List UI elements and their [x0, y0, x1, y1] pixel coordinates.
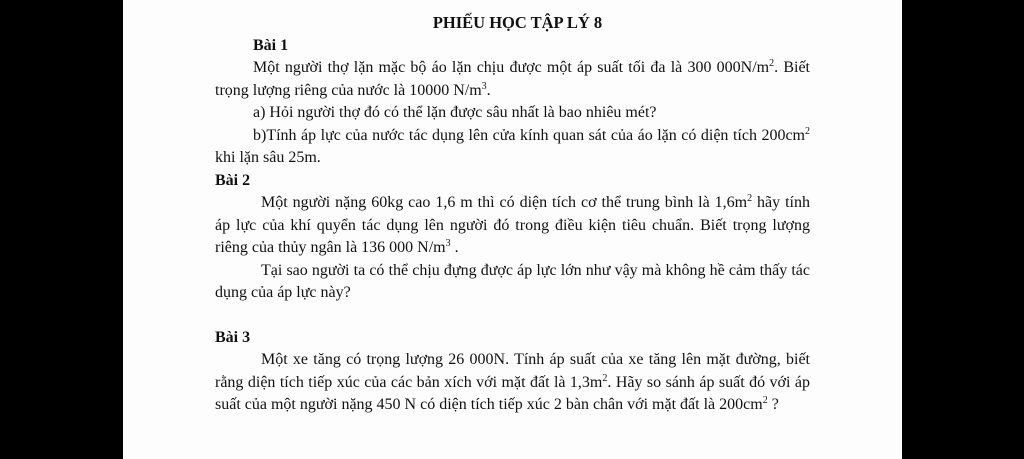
- exercise-3-statement: Một xe tăng có trọng lượng 26 000N. Tính áp suất của xe tăng lên mặt đường, biết rằng diện tích tiếp xúc của các bản xích với mặt đất là $1,3m^2$. Hãy so sánh áp suất đó với áp suất của một người nặng 450 N có diện tích tiếp xúc 2 bàn chân với mặt đất là $200cm^2$ ?: [215, 351, 811, 413]
- exercise-3-heading: Bài 3: [215, 328, 251, 346]
- exercise-2-question: Tại sao người ta có thể chịu đựng được áp lực lớn như vậy mà không hề cảm thấy tác dụng của áp lực này?: [215, 261, 810, 301]
- exercise-1-question-b: b)Tính áp lực của nước tác dụng lên cửa kính quan sát của áo lặn có diện tích $200cm^2$ khi lặn sâu 25m.: [215, 125, 810, 166]
- exercise-1-statement: Một người thợ lặn mặc bộ áo lặn chịu được một áp suất tối đa là 300 $000N/m^2$. Biết trọng lượng riêng của nước là 10000 $N/m^3$.: [215, 58, 810, 99]
- document-page: [123, 0, 902, 459]
- worksheet-body: [215, 12, 810, 417]
- exercise-1-heading: Bài 1: [253, 36, 289, 54]
- worksheet-title: PHIẾU HỌC TẬP LÝ 8: [432, 13, 603, 32]
- exercise-2-heading: Bài 2: [215, 171, 251, 189]
- spacer: [215, 305, 810, 327]
- exercise-1-question-a: a) Hỏi người thợ đó có thể lặn được sâu nhất là bao nhiêu mét?: [253, 104, 657, 121]
- exercise-2-statement: Một người nặng 60kg cao 1,6 m thì có diện tích cơ thể trung bình là $1,6m^2$ hãy tính áp lực của khí quyển tác dụng lên người đó trong điều kiện tiêu chuẩn. Biết trọng lượng riêng của thủy ngân là 136 000 $N/m^3$ .: [215, 193, 810, 256]
